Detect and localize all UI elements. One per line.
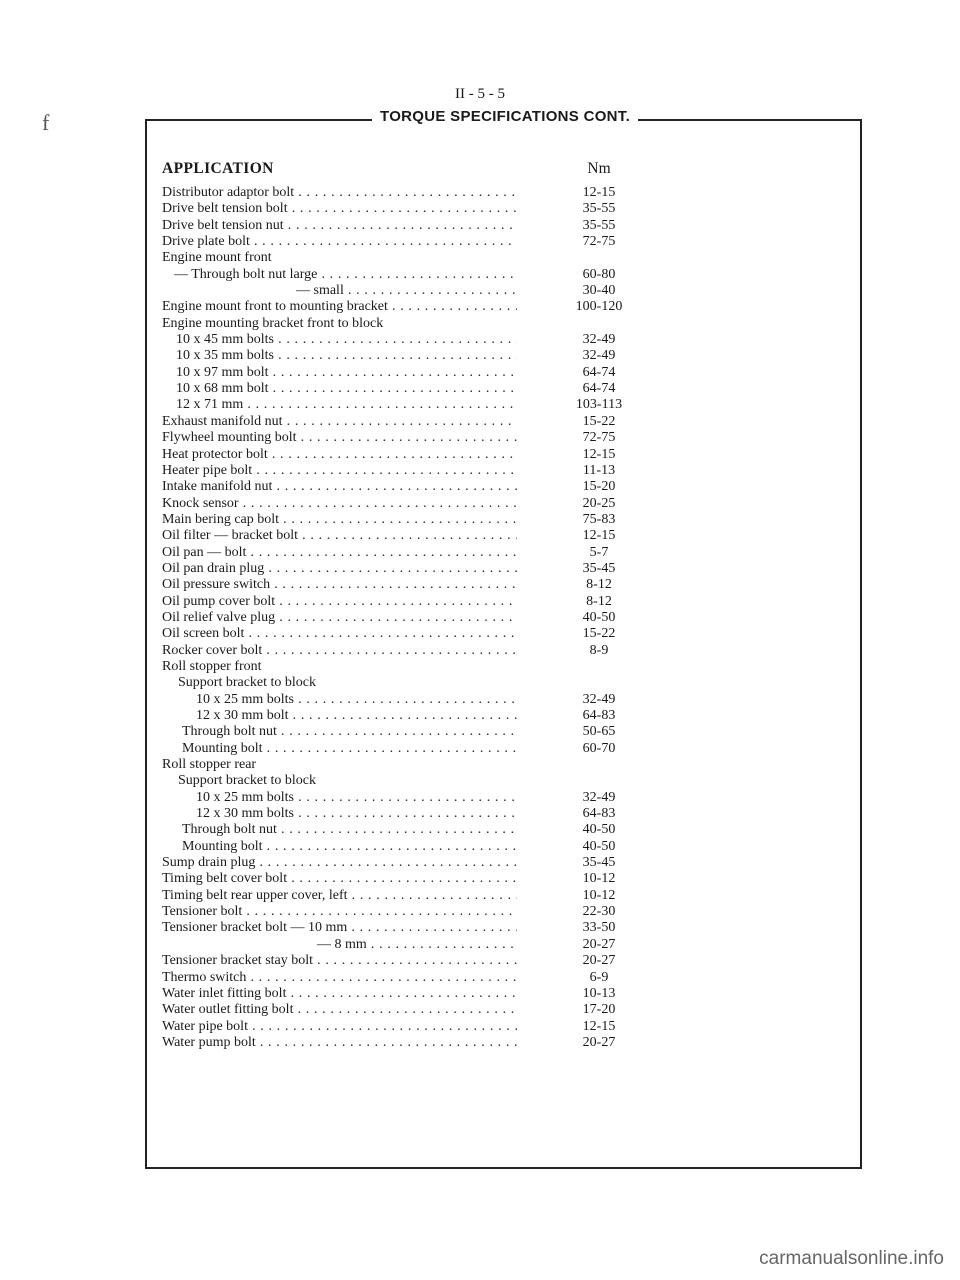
table-row <box>162 447 652 463</box>
table-row <box>162 675 652 691</box>
row-label: Engine mount front to mounting bracket . . . <box>162 299 517 315</box>
row-label: — Through bolt nut large . . . <box>162 267 517 283</box>
row-value: 40-50 <box>582 838 616 854</box>
table-row <box>162 1035 652 1051</box>
row-value: 35-45 <box>582 560 616 576</box>
row-value: 12-15 <box>582 1018 616 1034</box>
table-row <box>162 332 652 348</box>
table-row <box>162 855 652 871</box>
table-row <box>162 986 652 1002</box>
row-label: Knock sensor . . . <box>162 496 517 512</box>
row-label: Thermo switch . . . <box>162 970 517 986</box>
row-value: 64-74 <box>582 364 616 380</box>
table-row <box>162 920 652 936</box>
row-label: Mounting bolt . . . <box>162 741 517 757</box>
row-label: Water inlet fitting bolt . . . <box>162 986 517 1002</box>
row-label: 10 x 45 mm bolts . . . <box>162 332 517 348</box>
table-row <box>162 250 652 266</box>
row-value: 35-55 <box>582 217 616 233</box>
row-label: Intake manifold nut . . . <box>162 479 517 495</box>
row-value: 72-75 <box>582 430 616 446</box>
footer-watermark: carmanualsonline.info <box>759 1248 944 1269</box>
row-label: Drive plate bolt . . . <box>162 234 517 250</box>
table-row <box>162 970 652 986</box>
row-value: 20-27 <box>582 936 616 952</box>
frame-title: TORQUE SPECIFICATIONS CONT. <box>372 108 638 125</box>
row-value: 6-9 <box>589 969 609 985</box>
row-value: 15-22 <box>582 413 616 429</box>
row-label: Tensioner bracket stay bolt . . . <box>162 953 517 969</box>
table-row <box>162 888 652 904</box>
row-label: Oil pan drain plug . . . <box>162 561 517 577</box>
table-row <box>162 463 652 479</box>
row-value: 10-12 <box>582 871 616 887</box>
row-value: 20-25 <box>582 495 616 511</box>
row-label: Heat protector bolt . . . <box>162 447 517 463</box>
table-row <box>162 1002 652 1018</box>
table-row <box>162 594 652 610</box>
table-row <box>162 381 652 397</box>
row-label: 12 x 30 mm bolts . . . <box>162 806 517 822</box>
row-label: Roll stopper rear <box>162 757 257 773</box>
row-label: Timing belt cover bolt . . . <box>162 871 517 887</box>
table-row <box>162 577 652 593</box>
row-value: 50-65 <box>582 724 616 740</box>
row-label: 12 x 30 mm bolt . . . <box>162 708 517 724</box>
table-row <box>162 741 652 757</box>
table-row <box>162 316 652 332</box>
row-label: Mounting bolt . . . <box>162 839 517 855</box>
table-row <box>162 937 652 953</box>
row-value: 5-7 <box>589 544 609 560</box>
table-row <box>162 479 652 495</box>
table-row <box>162 643 652 659</box>
row-value: 32-49 <box>582 348 616 364</box>
row-label: Oil pump cover bolt . . . <box>162 594 517 610</box>
row-value: 72-75 <box>582 234 616 250</box>
row-label: Tensioner bracket bolt — 10 mm . . . <box>162 920 517 936</box>
table-row <box>162 299 652 315</box>
table-row <box>162 365 652 381</box>
row-label: Water pipe bolt . . . <box>162 1019 517 1035</box>
row-value: 8-12 <box>586 593 612 609</box>
row-label: Support bracket to block <box>178 773 317 789</box>
table-row <box>162 234 652 250</box>
table-row <box>162 185 652 201</box>
row-label: Sump drain plug . . . <box>162 855 517 871</box>
row-label: Rocker cover bolt . . . <box>162 643 517 659</box>
row-value: 20-27 <box>582 953 616 969</box>
row-value: 60-70 <box>582 740 616 756</box>
row-label: 10 x 97 mm bolt . . . <box>162 365 517 381</box>
row-value: 15-22 <box>582 626 616 642</box>
row-value: 17-20 <box>582 1002 616 1018</box>
row-label: Drive belt tension bolt . . . <box>162 201 517 217</box>
row-label: 10 x 35 mm bolts . . . <box>162 348 517 364</box>
margin-mark: f <box>42 110 50 135</box>
table-row <box>162 430 652 446</box>
application-column-header: APPLICATION <box>162 160 274 177</box>
row-label: 10 x 25 mm bolts . . . <box>162 692 517 708</box>
row-value: 40-50 <box>582 609 616 625</box>
row-value: 20-27 <box>582 1034 616 1050</box>
row-value: 35-45 <box>582 855 616 871</box>
table-row <box>162 790 652 806</box>
table-row <box>162 659 652 675</box>
row-value: 15-20 <box>582 479 616 495</box>
row-label: Exhaust manifold nut . . . <box>162 414 517 430</box>
table-row <box>162 871 652 887</box>
table-row <box>162 806 652 822</box>
table-row <box>162 267 652 283</box>
row-value: 12-15 <box>582 528 616 544</box>
row-label: Flywheel mounting bolt . . . <box>162 430 517 446</box>
table-row <box>162 773 652 789</box>
row-value: 60-80 <box>582 266 616 282</box>
table-row <box>162 397 652 413</box>
table-row <box>162 512 652 528</box>
table-row <box>162 708 652 724</box>
row-value: 32-49 <box>582 691 616 707</box>
table-row <box>162 610 652 626</box>
row-value: 64-74 <box>582 381 616 397</box>
row-label: Heater pipe bolt . . . <box>162 463 517 479</box>
row-label: Oil relief valve plug . . . <box>162 610 517 626</box>
row-label: Tensioner bolt . . . <box>162 904 517 920</box>
table-row <box>162 545 652 561</box>
table-row <box>162 904 652 920</box>
row-value: 100-120 <box>575 299 623 315</box>
row-value: 30-40 <box>582 283 616 299</box>
row-label: Roll stopper front <box>162 658 262 674</box>
row-label: Distributor adaptor bolt . . . <box>162 185 517 201</box>
row-value: 11-13 <box>582 462 616 478</box>
row-value: 8-12 <box>586 577 612 593</box>
row-value: 12-15 <box>582 185 616 200</box>
table-row <box>162 839 652 855</box>
table-row <box>162 953 652 969</box>
row-label: Through bolt nut . . . <box>162 724 517 740</box>
row-label: Water pump bolt . . . <box>162 1035 517 1051</box>
table-row <box>162 283 652 299</box>
table-row <box>162 561 652 577</box>
row-value: 32-49 <box>582 789 616 805</box>
unit-column-header: Nm <box>587 160 611 177</box>
row-label: 10 x 68 mm bolt . . . <box>162 381 517 397</box>
row-label: Main bering cap bolt . . . <box>162 512 517 528</box>
row-value: 40-50 <box>582 822 616 838</box>
row-label: Water outlet fitting bolt . . . <box>162 1002 517 1018</box>
row-value: 22-30 <box>582 904 616 920</box>
page-number: II - 5 - 5 <box>455 86 505 102</box>
table-row <box>162 348 652 364</box>
table-row <box>162 414 652 430</box>
row-label: — 8 mm . . . <box>162 937 517 953</box>
row-value: 64-83 <box>582 708 616 723</box>
row-value: 75-83 <box>582 511 616 527</box>
row-value: 103-113 <box>575 397 623 413</box>
table-row <box>162 626 652 642</box>
row-label: 12 x 71 mm . . . <box>162 397 517 413</box>
torque-rows <box>162 185 652 1051</box>
table-row <box>162 757 652 773</box>
row-value: 33-50 <box>582 920 616 936</box>
row-value: 8-9 <box>589 642 609 658</box>
table-row <box>162 528 652 544</box>
table-row <box>162 1019 652 1035</box>
row-value: 64-83 <box>582 806 616 822</box>
row-label: Oil pan — bolt . . . <box>162 545 517 561</box>
table-row <box>162 692 652 708</box>
row-value: 12-15 <box>582 446 616 462</box>
row-label: Engine mounting bracket front to block <box>162 315 384 331</box>
row-label: Drive belt tension nut . . . <box>162 218 517 234</box>
table-row <box>162 496 652 512</box>
table-row <box>162 218 652 234</box>
row-label: 10 x 25 mm bolts . . . <box>162 790 517 806</box>
row-label: Oil pressure switch . . . <box>162 577 517 593</box>
row-label: Through bolt nut . . . <box>162 822 517 838</box>
row-value: 10-12 <box>582 887 616 903</box>
row-label: Oil filter — bracket bolt . . . <box>162 528 517 544</box>
row-label: Timing belt rear upper cover, left . . . <box>162 888 517 904</box>
row-value: 10-13 <box>582 985 616 1001</box>
row-label: Engine mount front <box>162 250 272 266</box>
row-label: — small . . . <box>162 283 517 299</box>
table-row <box>162 201 652 217</box>
row-value: 35-55 <box>582 201 616 217</box>
row-label: Oil screen bolt . . . <box>162 626 517 642</box>
row-label: Support bracket to block <box>178 675 317 691</box>
table-row <box>162 724 652 740</box>
table-row <box>162 822 652 838</box>
row-value: 32-49 <box>582 332 616 348</box>
